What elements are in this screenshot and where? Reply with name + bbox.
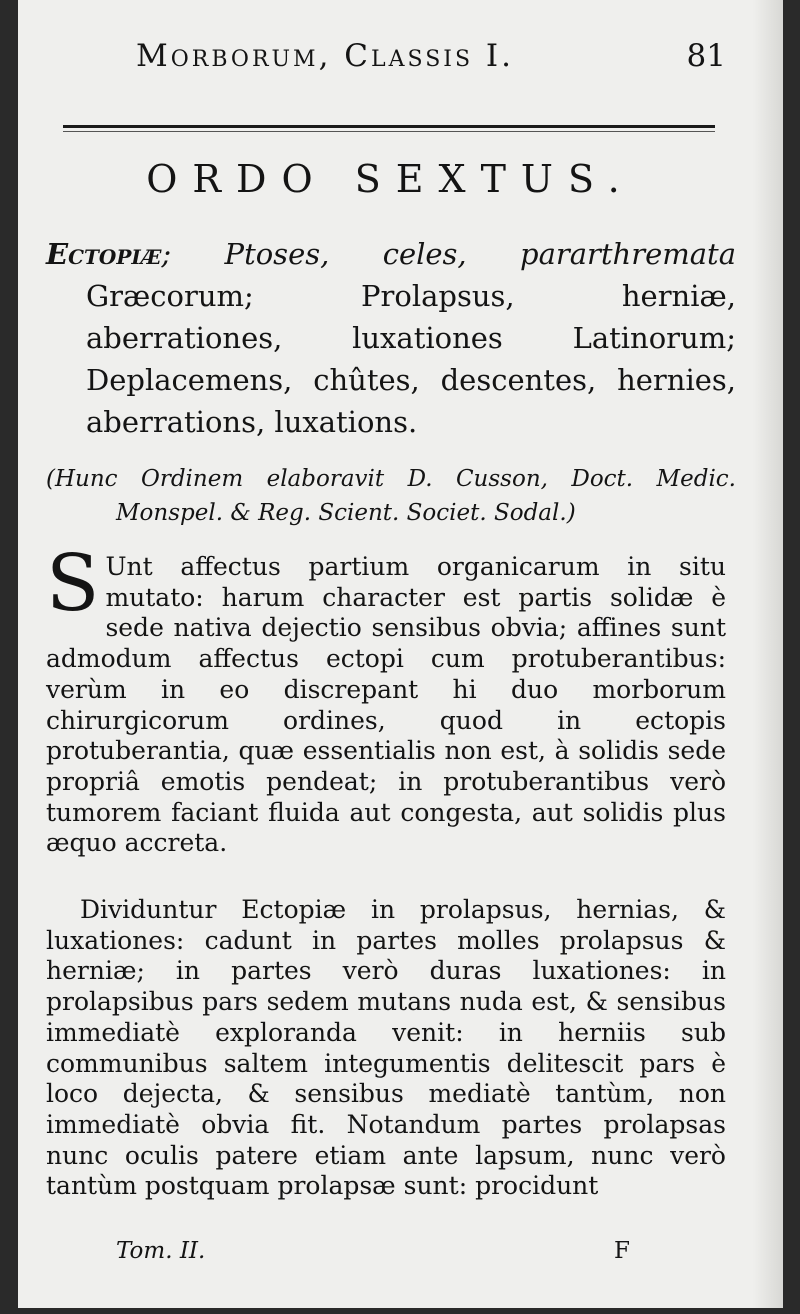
attribution-line-2: Monspel. & Reg. Scient. Societ. Sodal.) — [116, 500, 576, 526]
section-heading: ORDO SEXTUS. — [146, 157, 635, 201]
book-page — [18, 0, 783, 1308]
synonyms-first-line — [46, 233, 736, 275]
drop-cap: S — [46, 539, 100, 629]
synonyms-block — [46, 233, 736, 443]
running-head-title: Morborum, Classis I. — [136, 38, 514, 74]
header-rule — [63, 125, 715, 128]
synonyms-continuation: Græcorum; Prolapsus, herniæ, aberrationes, luxationes Latinorum; Deplacemens, chûtes, descentes, hernies, aberrations, luxations. — [86, 279, 736, 439]
paragraph-2: Dividuntur Ectopiæ in prolapsus, hernias, & luxationes: cadunt in partes molles prolapsus & herniæ; in partes verò duras luxationes: in prolapsibus pars sedem mutans nuda est, & sensibus immediatè exploranda venit: in herniis sub communibus saltem integumentis delitescit pars è loco dejecta, & sensibus mediatè tantùm, non immediatè obvia fit. Notandum partes prolapsas nunc oculis patere etiam ante lapsum, nunc verò tantùm postquam prolapsæ sunt: procidunt — [46, 895, 726, 1201]
running-head — [136, 38, 736, 88]
paragraph-1-text: Unt affectus partium organicarum in situ mutato: harum character est partis solidæ è sede nativa dejectio sensibus obvia; affines sunt admodum affectus ectopi cum protuberantibus: verùm in eo discrepant hi duo morborum chirurgicorum ordines, quod in ectopis protuberantia, quæ essentialis non est, à solidis sede propriâ emotis pendeat; in protuberantibus verò tumorem faciant fluida aut congesta, aut solidis plus æquo accreta. — [46, 552, 726, 858]
attribution-line-1: (Hunc Ordinem elaboravit D. Cusson, Doct. Medic. — [46, 466, 736, 492]
paragraph-1 — [46, 539, 726, 859]
header-rule-thin — [63, 131, 715, 132]
attribution-note — [46, 462, 736, 530]
signature-mark: F — [614, 1238, 630, 1264]
page-footer — [18, 1238, 763, 1278]
synonyms-greek-terms: ; Ptoses, celes, pararthremata — [161, 237, 736, 271]
synonyms-lead-term: Ectopiæ — [46, 237, 162, 271]
page-number: 81 — [686, 38, 726, 74]
volume-signature: Tom. II. — [116, 1238, 206, 1264]
